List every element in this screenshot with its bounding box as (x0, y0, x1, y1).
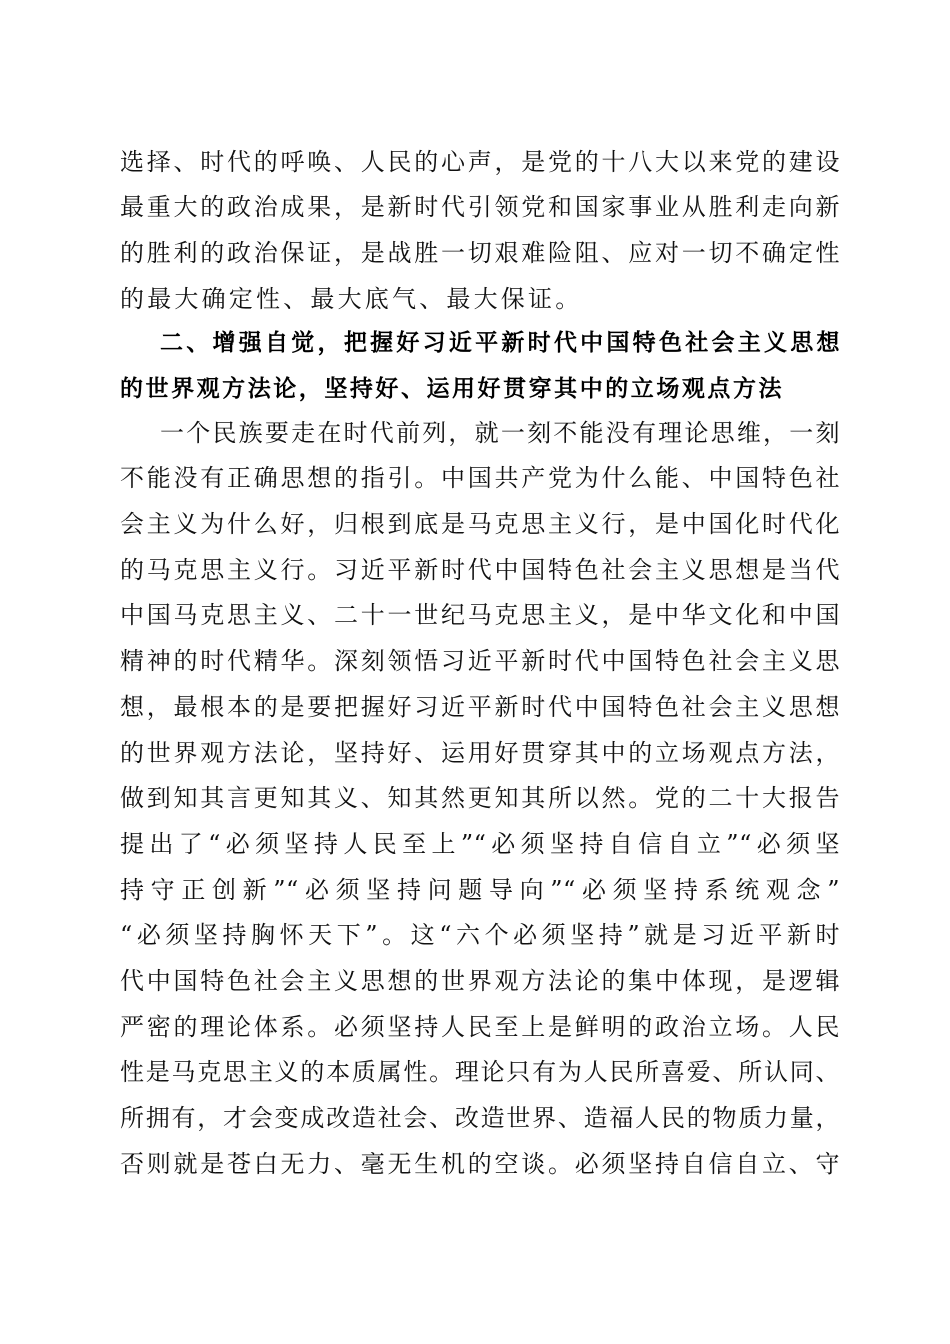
paragraph-line: 不能没有正确思想的指引。中国共产党为什么能、中国特色社 (120, 464, 840, 492)
paragraph-line: 的马克思主义行。习近平新时代中国特色社会主义思想是当代 (120, 556, 840, 584)
paragraph-line: 严密的理论体系。必须坚持人民至上是鲜明的政治立场。人民 (120, 1013, 840, 1041)
paragraph-line: 中国马克思主义、二十一世纪马克思主义，是中华文化和中国 (120, 601, 840, 629)
paragraph-line: 的世界观方法论，坚持好、运用好贯穿其中的立场观点方法， (120, 739, 840, 767)
paragraph-line: 性是马克思主义的本质属性。理论只有为人民所喜爱、所认同、 (120, 1058, 840, 1086)
paragraph-line: 一个民族要走在时代前列，就一刻不能没有理论思维，一刻 (160, 419, 840, 447)
paragraph-line: 否则就是苍白无力、毫无生机的空谈。必须坚持自信自立、守 (120, 1150, 840, 1178)
paragraph-line: 最重大的政治成果，是新时代引领党和国家事业从胜利走向新 (120, 193, 840, 221)
paragraph-line: 的最大确定性、最大底气、最大保证。 (120, 285, 583, 313)
paragraph-line: 的胜利的政治保证，是战胜一切艰难险阻、应对一切不确定性 (120, 239, 840, 267)
paragraph-line: 想，最根本的是要把握好习近平新时代中国特色社会主义思想 (120, 693, 840, 721)
heading-line: 的世界观方法论，坚持好、运用好贯穿其中的立场观点方法 (120, 376, 782, 402)
paragraph-line: 所拥有，才会变成改造社会、改造世界、造福人民的物质力量， (120, 1104, 840, 1132)
paragraph-line: “必须坚持胸怀天下”。这“六个必须坚持”就是习近平新时 (120, 921, 840, 949)
paragraph-line: 会主义为什么好，归根到底是马克思主义行，是中国化时代化 (120, 510, 840, 538)
heading-line: 二、增强自觉，把握好习近平新时代中国特色社会主义思想 (160, 330, 840, 356)
paragraph-line: 选择、时代的呼唤、人民的心声，是党的十八大以来党的建设 (120, 148, 840, 176)
paragraph-line: 提出了“必须坚持人民至上”“必须坚持自信自立”“必须坚 (120, 830, 840, 858)
paragraph-line: 精神的时代精华。深刻领悟习近平新时代中国特色社会主义思 (120, 647, 840, 675)
paragraph-line: 代中国特色社会主义思想的世界观方法论的集中体现，是逻辑 (120, 967, 840, 995)
paragraph-line: 持守正创新”“必须坚持问题导向”“必须坚持系统观念” (120, 876, 840, 904)
paragraph-line: 做到知其言更知其义、知其然更知其所以然。党的二十大报告 (120, 784, 840, 812)
